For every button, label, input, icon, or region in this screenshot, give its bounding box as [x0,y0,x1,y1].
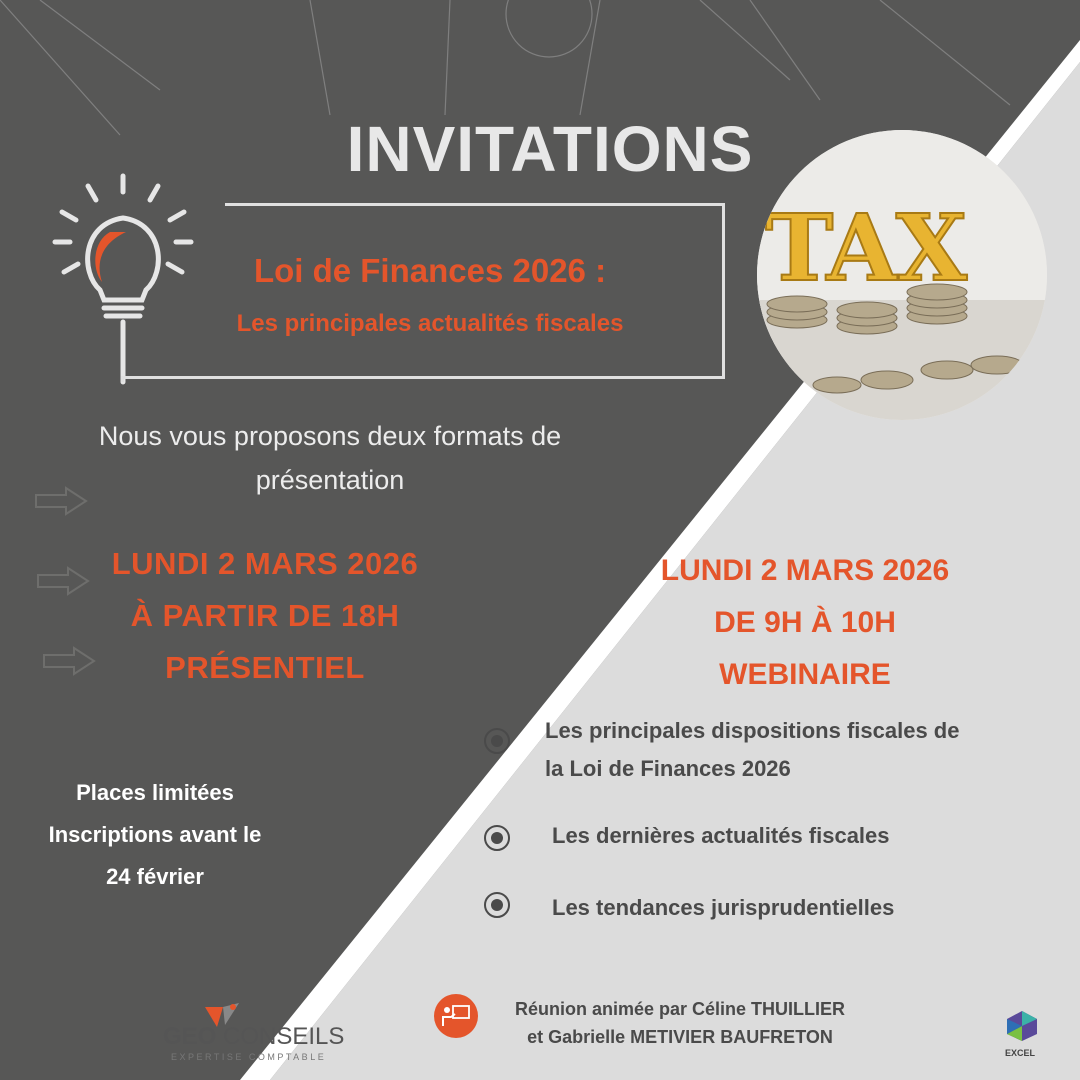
topic-text: Les principales dispositions fiscales de [545,718,960,743]
topic-text: Les tendances jurisprudentielles [552,895,895,920]
tax-photo [757,130,1047,420]
topic-text: la Loi de Finances 2026 [545,756,791,781]
geo-logo-conseils: CONSEILS [223,1023,345,1050]
headline-frame-top-gap [122,203,225,206]
headline-frame [122,203,725,379]
webinaire-date: LUNDI 2 MARS 2026 [660,554,950,587]
presentiel-time: À PARTIR DE 18H [130,598,400,633]
places-line3: 24 février [106,864,204,889]
footer-line2: et Gabrielle METIVIER BAUFRETON [527,1027,833,1047]
footer-presenters [480,995,880,1051]
excel-logo-text: EXCEL [1005,1048,1036,1058]
webinaire-block [580,545,1030,701]
webinaire-time: DE 9H À 10H [714,606,896,639]
radio-bullet-icon [484,892,510,918]
arrow-icon [34,486,88,516]
radio-bullet-icon [484,825,510,851]
topic-text: Les dernières actualités fiscales [552,823,890,848]
headline-line2: Les principales actualités fiscales [236,310,624,337]
presentiel-format: PRÉSENTIEL [165,650,365,685]
presenter-icon [433,993,479,1039]
intro-text: Nous vous proposons deux formats de présentation [98,421,562,495]
headline-frame-bottom-left [122,376,125,379]
geo-conseils-logo [163,1003,343,1068]
presentiel-date: LUNDI 2 MARS 2026 [111,546,419,581]
geo-logo-main: GEO [163,1023,217,1050]
places-info [10,772,300,898]
page-title: INVITATIONS [346,113,754,185]
footer-line1: Réunion animée par Céline THUILLIER [514,999,846,1019]
geo-logo-subtitle: EXPERTISE COMPTABLE [171,1052,327,1062]
places-line2: Inscriptions avant le [48,822,262,847]
excel-logo [1005,1010,1045,1070]
tax-photo-label: TAX [765,194,966,302]
presentiel-block [60,538,470,694]
headline-line1: Loi de Finances 2026 : [253,252,607,289]
webinaire-format: WEBINAIRE [719,658,891,691]
radio-bullet-icon [484,728,510,754]
places-line1: Places limitées [76,780,234,805]
excel-logo-mark-icon [1005,1010,1039,1042]
